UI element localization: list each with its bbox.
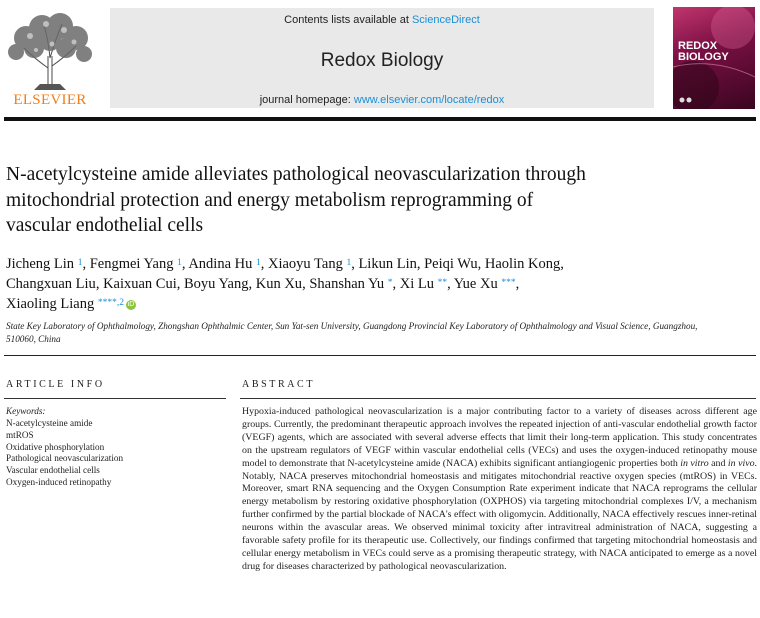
sciencedirect-link[interactable]: ScienceDirect bbox=[411, 14, 480, 26]
contents-prefix: Contents lists available at bbox=[284, 14, 412, 26]
journal-banner bbox=[110, 8, 654, 108]
journal-homepage-link[interactable]: www.elsevier.com/locate/redox bbox=[353, 94, 505, 106]
author-affiliation-mark[interactable]: 1 bbox=[177, 258, 182, 268]
keywords-list bbox=[6, 418, 123, 489]
author-affiliation-mark[interactable]: 1 bbox=[255, 258, 261, 268]
author-name[interactable]: Changxuan Liu bbox=[6, 276, 96, 292]
author-name[interactable]: Boyu Yang bbox=[184, 276, 249, 292]
author-corresponding-mark[interactable]: ****,2 bbox=[97, 298, 124, 308]
author-name[interactable]: Jicheng Lin bbox=[6, 256, 75, 272]
author-name[interactable]: Yue Xu bbox=[453, 276, 498, 292]
cover-title-line2: BIOLOGY bbox=[678, 51, 729, 63]
author-name[interactable]: Fengmei Yang bbox=[89, 256, 174, 272]
keyword-item[interactable]: Oxidative phosphorylation bbox=[6, 441, 105, 452]
author-corresponding-mark[interactable]: *** bbox=[501, 278, 516, 288]
author-name[interactable]: Xiaoyu Tang bbox=[267, 256, 343, 272]
keyword-item[interactable]: mtROS bbox=[6, 429, 34, 440]
article-info-heading: ARTICLE INFO bbox=[6, 379, 105, 390]
author-corresponding-mark[interactable]: * bbox=[387, 278, 393, 288]
homepage-line bbox=[110, 94, 654, 106]
author-name[interactable]: Andina Hu bbox=[188, 256, 253, 272]
affiliation: State Key Laboratory of Ophthalmology, Zhongshan Ophthalmic Center, Sun Yat-sen University, Guangdong Provincial Key Laboratory of Ophthalmology and Visual Science, Guangzhou, 510060, China bbox=[6, 321, 698, 344]
abstract-italic-term: in vitro bbox=[680, 457, 709, 469]
abstract-rule bbox=[240, 398, 756, 399]
title-line: N-acetylcysteine amide alleviates pathological neovascularization through bbox=[6, 164, 586, 185]
author-name[interactable]: Peiqi Wu bbox=[424, 256, 478, 272]
publisher-name: ELSEVIER bbox=[13, 92, 87, 108]
article-info-rule bbox=[4, 398, 226, 399]
author-name[interactable]: Likun Lin bbox=[358, 256, 417, 272]
header-divider bbox=[4, 117, 756, 121]
author-name[interactable]: Kaixuan Cui bbox=[103, 276, 177, 292]
keywords-label: Keywords: bbox=[6, 406, 46, 416]
author-name[interactable]: Shanshan Yu bbox=[309, 276, 385, 292]
abstract-italic-term: in vivo bbox=[727, 457, 755, 469]
author-affiliation-mark[interactable]: 1 bbox=[77, 258, 83, 268]
title-line: mitochondrial protection and energy metabolism reprogramming of bbox=[6, 189, 534, 211]
author-name[interactable]: Kun Xu bbox=[255, 276, 303, 292]
cover-title bbox=[678, 41, 729, 63]
author-affiliation-mark[interactable]: 1 bbox=[346, 258, 352, 268]
author-name[interactable]: Xiaoling Liang bbox=[6, 296, 95, 312]
abstract-text-part: and bbox=[708, 457, 728, 469]
author-name[interactable]: Xi Lu bbox=[399, 276, 434, 292]
section-divider bbox=[4, 355, 756, 356]
keyword-item[interactable]: Vascular endothelial cells bbox=[6, 465, 100, 476]
keyword-item[interactable]: Oxygen-induced retinopathy bbox=[6, 476, 112, 487]
contents-line bbox=[110, 14, 654, 26]
cover-logos-icon bbox=[679, 97, 709, 103]
cover-title-line1: REDOX bbox=[678, 40, 718, 52]
abstract-text bbox=[242, 406, 757, 574]
abstract-text-part: Hypoxia-induced pathological neovascularization is a major contributing factor to a variety of diseases across different age groups. Currently, the predominant therapeutic approach involves the repeated injection of anti-vascular endothelial growth factor (VEGF) agents, which are associated with several adverse effects that limit their long-term application. This study concentrates on the upstream regulators of VEGF within vascular endothelial cells (VECs) and uses the oxygen-induced retinopathy mouse model to demonstrate that N-acetylcysteine amide (NACA) exhibits significant antiangiogenic properties both bbox=[242, 406, 757, 469]
journal-cover-image bbox=[673, 7, 755, 109]
author-name[interactable]: Haolin Kong bbox=[484, 256, 561, 272]
abstract-text-part: . Notably, NACA preserves mitochondrial homeostasis and mitigates mitochondrial reactive oxygen species (mtROS) in VECs. Moreover, smart RNA sequencing and the Oxygen Consumption Rate experiment indicate that NACA reprograms the cellular energy metabolism by restoring oxidative phosphorylation (OXPHOS) via targeting mitochondrial complexes I/V, a mechanism further confirmed by the partial blockade of NACA's effect with oligomycin. Additionally, NACA effectively rescues inner-retinal neurons within the avascular areas. We observed minimal toxicity after intravitreal administration of NACA, suggesting a favorable safety profile for its therapeutic use. Collectively, our findings confirmed that targeting mitochondrial homeostasis and cellular energy metabolism in VECs could serve as a promising therapeutic strategy, with NACA anticipated to emerge as a novel drug for diseases characterized by pathological neovascularization. bbox=[242, 457, 757, 572]
article-title bbox=[6, 162, 706, 239]
homepage-prefix: journal homepage: bbox=[259, 94, 354, 106]
author-list: Jicheng Lin $^1$, Fengmei Yang $^1$, Andina Hu $^1$, Xiaoyu Tang $^1$, Likun Lin, Peiqi Wu, Haolin Kong, Changxuan Liu, Kaixuan Cui, Boyu Yang, Kun Xu, Shanshan Yu *, Xi Lu **, Yue Xu ***, Xiaoling Liang $^{****,2}$ iD bbox=[6, 256, 564, 312]
keyword-item[interactable]: N-acetylcysteine amide bbox=[6, 418, 93, 428]
journal-name: Redox Biology bbox=[320, 50, 444, 71]
orcid-icon[interactable]: iD bbox=[127, 301, 135, 308]
title-line: vascular endothelial cells bbox=[6, 215, 204, 236]
keyword-item[interactable]: Pathological neovascularization bbox=[6, 453, 124, 464]
abstract-heading: ABSTRACT bbox=[242, 379, 316, 390]
author-corresponding-mark[interactable]: ** bbox=[437, 278, 448, 288]
